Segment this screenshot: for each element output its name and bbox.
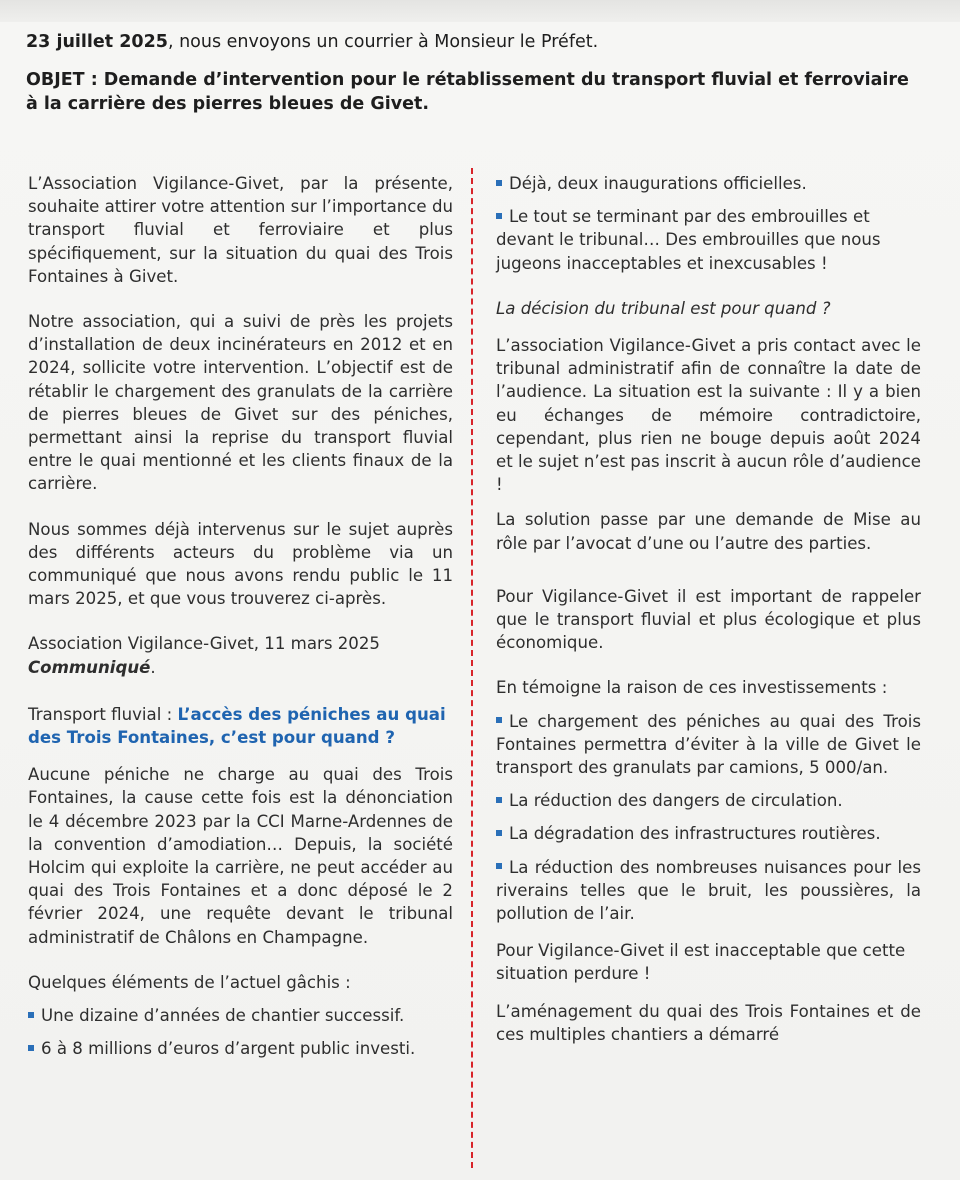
bullet-square-icon [28, 1012, 34, 1018]
list-item [496, 710, 921, 780]
list-item [28, 1037, 453, 1060]
objet-text: Demande d’intervention pour le rétablissement du transport fluvial et ferroviaire à la carrière des pierres bleues de Givet. [26, 70, 909, 114]
bullet-square-icon [496, 863, 502, 869]
objet-label: OBJET : [26, 70, 98, 90]
bullet-square-icon [496, 180, 502, 186]
bullet-square-icon [496, 830, 502, 836]
right-paragraph-3: Pour Vigilance-Givet il est important de rappeler que le transport fluvial et plus écologique et plus économique. [496, 586, 921, 653]
headline [28, 703, 453, 749]
objet-line [26, 68, 926, 116]
list-item-text: 6 à 8 millions d’euros d’argent public investi. [41, 1039, 416, 1059]
signature-line: Association Vigilance-Givet, 11 mars 2025 [28, 634, 380, 654]
left-paragraph-2: Notre association, qui a suivi de près les projets d’installation de deux incinérateurs en 2012 et en 2024, sollicite votre intervention. L’objectif est de rétablir le chargement des granulats de la carrière de pierres bleues de Givet sur des péniches, permettant ainsi la reprise du transport fluvial entre le quai mentionné et les clients finaux de la carrière. [28, 312, 453, 494]
intro-text: , nous envoyons un courrier à Monsieur le Préfet. [167, 32, 599, 52]
headline-title: L’accès des péniches au quai des Trois Fontaines, c’est pour quand ? [28, 704, 446, 748]
column-divider [471, 168, 473, 1168]
left-paragraph-3: Nous sommes déjà intervenus sur le sujet auprès des différents acteurs du problème via un communiqué que nous avons rendu public le 11 mars 2025, et que vous trouverez ci-après. [28, 519, 453, 609]
right-column [496, 172, 921, 1068]
bullet-square-icon [496, 213, 502, 219]
left-paragraph-5: Quelques éléments de l’actuel gâchis : [28, 972, 351, 992]
list-item [496, 205, 921, 275]
list-item-text: Une dizaine d’années de chantier successif. [41, 1006, 405, 1026]
list-item-text: Déjà, deux inaugurations officielles. [509, 174, 807, 193]
headline-prefix: Transport fluvial : [28, 704, 178, 724]
communique-dot: . [150, 657, 156, 677]
list-item [496, 789, 921, 812]
intro-line [26, 30, 926, 54]
bullet-square-icon [28, 1045, 34, 1051]
left-paragraph-1: L’Association Vigilance-Givet, par la présente, souhaite attirer votre attention sur l’importance du transport fluvial et ferroviaire et plus spécifiquement, sur la situation du quai des Trois Fontaines à Givet. [28, 174, 453, 286]
left-column [28, 172, 453, 1071]
communique-block [28, 632, 453, 678]
right-paragraph-6: L’aménagement du quai des Trois Fontaines et de ces multiples chantiers a démarré [496, 1001, 921, 1044]
list-item [496, 856, 921, 926]
section-question: La décision du tribunal est pour quand ? [496, 298, 831, 318]
bullet-square-icon [496, 717, 502, 723]
right-paragraph-5: Pour Vigilance-Givet il est inacceptable que cette situation perdure ! [496, 941, 906, 984]
page-top-edge [0, 0, 960, 22]
list-item [496, 822, 921, 845]
list-item-text: Le chargement des péniches au quai des Trois Fontaines permettra d’éviter à la ville de Givet le transport des granulats par camions, 5 000/an. [496, 711, 921, 778]
list-item-text: Le tout se terminant par des embrouilles et devant le tribunal… Des embrouilles que nous jugeons inacceptables et inexcusables ! [496, 207, 881, 273]
right-paragraph-1: L’association Vigilance-Givet a pris contact avec le tribunal administratif afin de connaître la date de l’audience. La situation est la suivante : Il y a bien eu échanges de mémoire contradictoire, cependant, plus rien ne bouge depuis août 2024 et le sujet n’est pas inscrit à aucun rôle d’audience ! [496, 336, 921, 495]
letter-date: 23 juillet 2025 [26, 32, 168, 52]
communique-label: Communiqué [28, 657, 151, 677]
list-item-text: La dégradation des infrastructures routières. [509, 824, 881, 844]
list-item-text: La réduction des dangers de circulation. [509, 791, 843, 811]
letter-header [26, 30, 926, 116]
right-paragraph-4: En témoigne la raison de ces investissements : [496, 678, 888, 698]
left-paragraph-4: Aucune péniche ne charge au quai des Trois Fontaines, la cause cette fois est la dénonciation le 4 décembre 2023 par la CCI Marne-Ardennes de la convention d’amodiation… Depuis, la société Holcim qui exploite la carrière, ne peut accéder au quai des Trois Fontaines et a donc déposé le 2 février 2024, une requête devant le tribunal administratif de Châlons en Champagne. [28, 765, 453, 947]
right-paragraph-2: La solution passe par une demande de Mise au rôle par l’avocat d’une ou l’autre des parties. [496, 510, 921, 553]
bullet-square-icon [496, 797, 502, 803]
list-item [28, 1004, 453, 1027]
list-item [496, 172, 921, 195]
list-item-text: La réduction des nombreuses nuisances pour les riverains telles que le bruit, les poussières, la pollution de l’air. [496, 857, 921, 924]
